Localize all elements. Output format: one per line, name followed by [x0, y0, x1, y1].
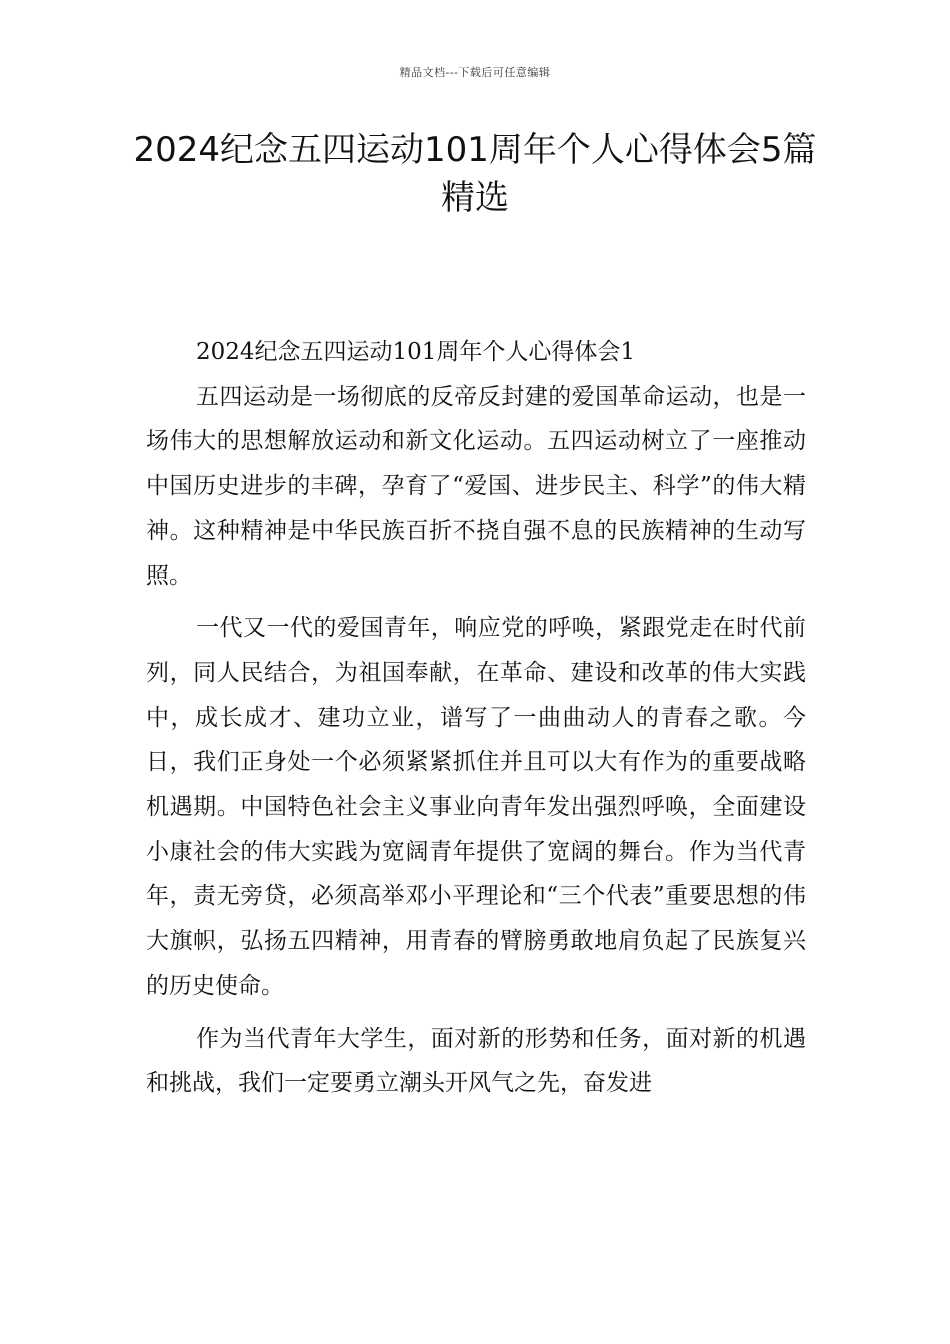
paragraph-1: 五四运动是一场彻底的反帝反封建的爱国革命运动，也是一场伟大的思想解放运动和新文化运动。五四运动树立了一座推动中国历史进步的丰碑，孕育了“爱国、进步民主、科学”的伟大精神。这种精神是中华民族百折不挠自强不息的民族精神的生动写照。 [146, 383, 806, 589]
section-heading: 2024纪念五四运动101周年个人心得体会1 [196, 339, 636, 365]
paragraph-2: 一代又一代的爱国青年，响应党的呼唤，紧跟党走在时代前列，同人民结合，为祖国奉献，在革命、建设和改革的伟大实践中，成长成才、建功立业，谱写了一曲曲动人的青春之歌。今日，我们正身处一个必须紧紧抓住并且可以大有作为的重要战略机遇期。中国特色社会主义事业向青年发出强烈呼唤，全面建设小康社会的伟大实践为宽阔青年提供了宽阔的舞台。作为当代青年，责无旁贷，必须高举邓小平理论和“三个代表”重要思想的伟大旗帜，弘扬五四精神，用青春的臂膀勇敢地肩负起了民族复兴的历史使命。 [146, 615, 806, 999]
header-note: 精品文档---下载后可任意编辑 [399, 66, 551, 79]
document-title: 2024纪念五四运动101周年个人心得体会5篇精选 [133, 130, 817, 218]
paragraph-gap [146, 598, 806, 606]
paragraph-3: 作为当代青年大学生，面对新的形势和任务，面对新的机遇和挑战，我们一定要勇立潮头开风气之先，奋发进 [146, 1025, 806, 1097]
document-body [146, 330, 806, 1106]
paragraph-gap [146, 1009, 806, 1017]
